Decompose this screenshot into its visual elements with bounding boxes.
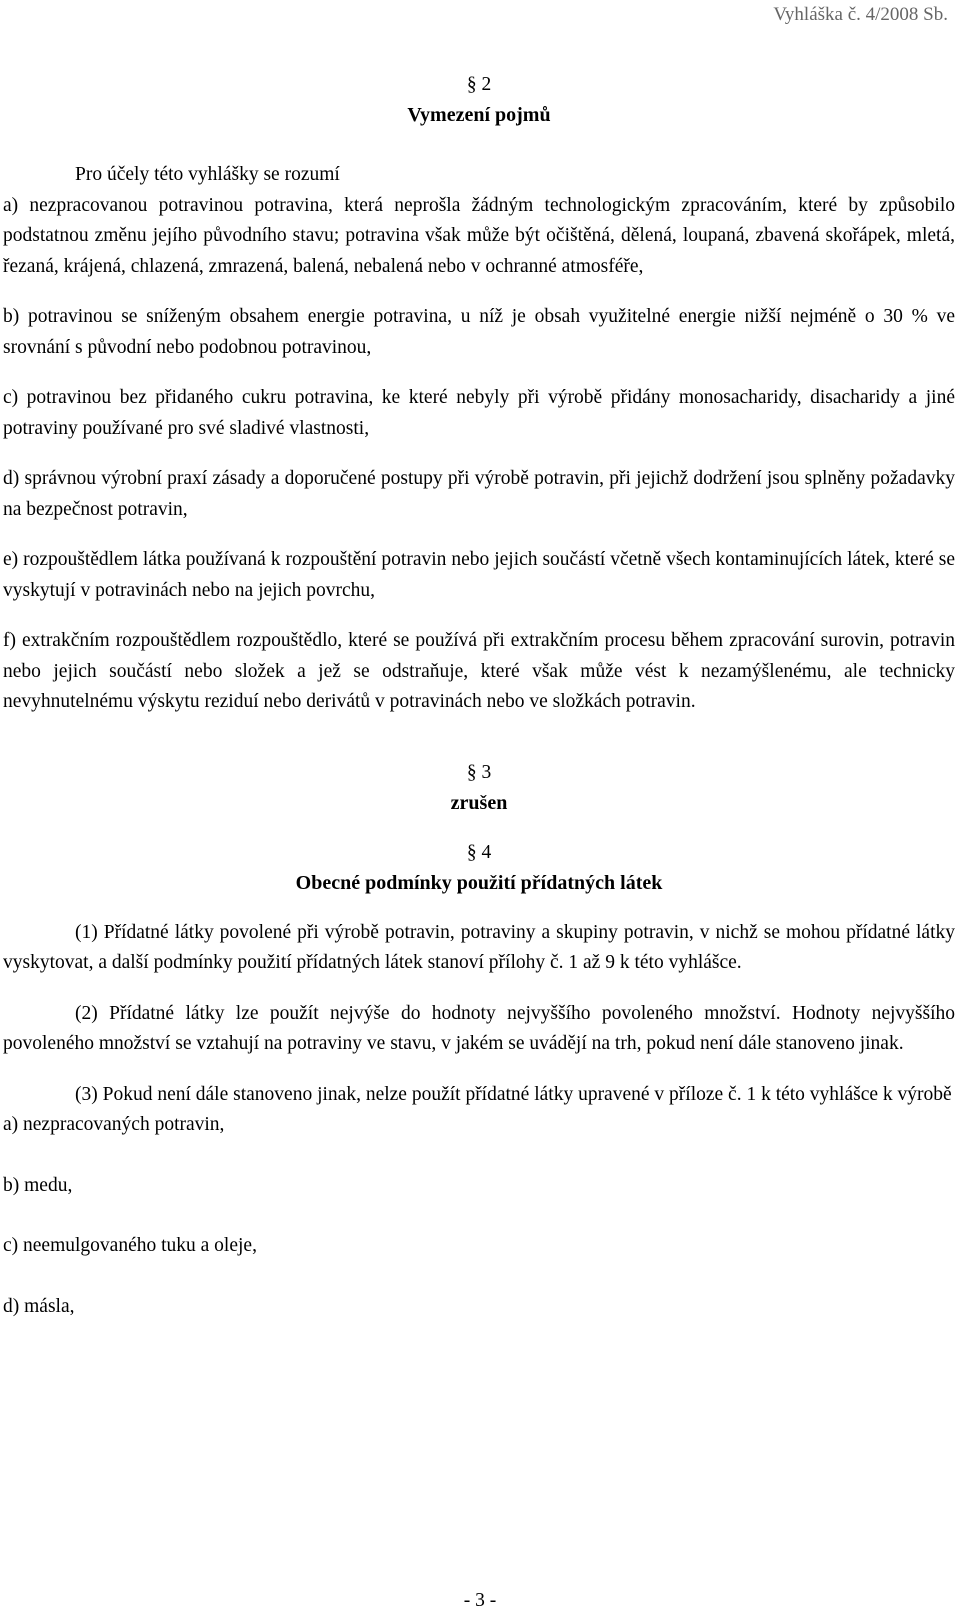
section-2-title: Vymezení pojmů xyxy=(407,104,551,126)
section-4-paragraph-3: (3) Pokud není dále stanoveno jinak, nelze použít přídatné látky upravené v příloze č. 1 k této vyhlášce k výrobě xyxy=(75,1083,952,1105)
section-4-paragraph-1: (1) Přídatné látky povolené při výrobě potravin, potraviny a skupiny potravin, v nichž se mohou přídatné látky vyskytovat, a další podmínky použití přídatných látek stanoví přílohy č. 1 až 9 k této vyhlášce. xyxy=(3,921,955,973)
section-4-paragraph-2: (2) Přídatné látky lze použít nejvýše do hodnoty nejvyššího povoleného množství. Hodnoty nejvyššího povoleného množství se vztahují na potraviny ve stavu, v jakém se uvádějí na trh, pokud není dále stanoveno jinak. xyxy=(3,1002,955,1054)
section-3-title: zrušen xyxy=(450,791,508,814)
definition-f: f) extrakčním rozpouštědlem rozpouštědlo, které se používá při extrakčním procesu během zpracování surovin, potravin nebo jejich součástí nebo složek a jež se odstraňuje, které však může vést k nezamýšlenému, ale technicky nevyhnutelnému výskytu reziduí nebo derivátů v potravinách nebo ve složkách potravin. xyxy=(3,630,955,712)
exclusion-item-b: b) medu, xyxy=(3,1174,73,1196)
definition-d: d) správnou výrobní praxí zásady a doporučené postupy při výrobě potravin, při jejichž dodržení jsou splněny požadavky na bezpečnost potravin, xyxy=(3,468,955,520)
definition-c: c) potravinou bez přidaného cukru potravina, ke které nebyly při výrobě přidány monosacharidy, disacharidy a jiné potraviny používané pro své sladivé vlastnosti, xyxy=(3,387,955,439)
section-2-intro: Pro účely této vyhlášky se rozumí xyxy=(75,164,340,185)
section-4-title: Obecné podmínky použití přídatných látek xyxy=(295,871,663,894)
definition-a: a) nezpracovanou potravinou potravina, která neprošla žádným technologickým zpracováním, které by způsobilo podstatnou změnu jejího původního stavu; potravina však může být očištěná, dělená, loupaná, zbavená skořápek, mletá, řezaná, krájená, chlazená, zmrazená, balená, nebalená nebo v ochranné atmosféře, xyxy=(3,194,955,277)
section-2-number: § 2 xyxy=(466,74,492,95)
section-3-number: § 3 xyxy=(466,761,492,783)
page-number: - 3 - xyxy=(463,1590,497,1611)
page-header: Vyhláška č. 4/2008 Sb. xyxy=(773,4,948,25)
page-content xyxy=(3,70,955,1322)
definition-b: b) potravinou se sníženým obsahem energie potravina, u níž je obsah využitelné energie nižší nejméně o 30 % ve srovnání s původní nebo podobnou potravinou, xyxy=(3,306,955,358)
exclusion-item-a: a) nezpracovaných potravin, xyxy=(3,1114,225,1135)
definition-e: e) rozpouštědlem látka používaná k rozpouštění potravin nebo jejich součástí včetně všech kontaminujících látek, které se vyskytují v potravinách nebo na jejich povrchu, xyxy=(3,549,955,601)
section-4-number: § 4 xyxy=(466,841,492,863)
exclusion-item-d: d) másla, xyxy=(3,1295,75,1317)
exclusion-item-c: c) neemulgovaného tuku a oleje, xyxy=(3,1235,257,1256)
